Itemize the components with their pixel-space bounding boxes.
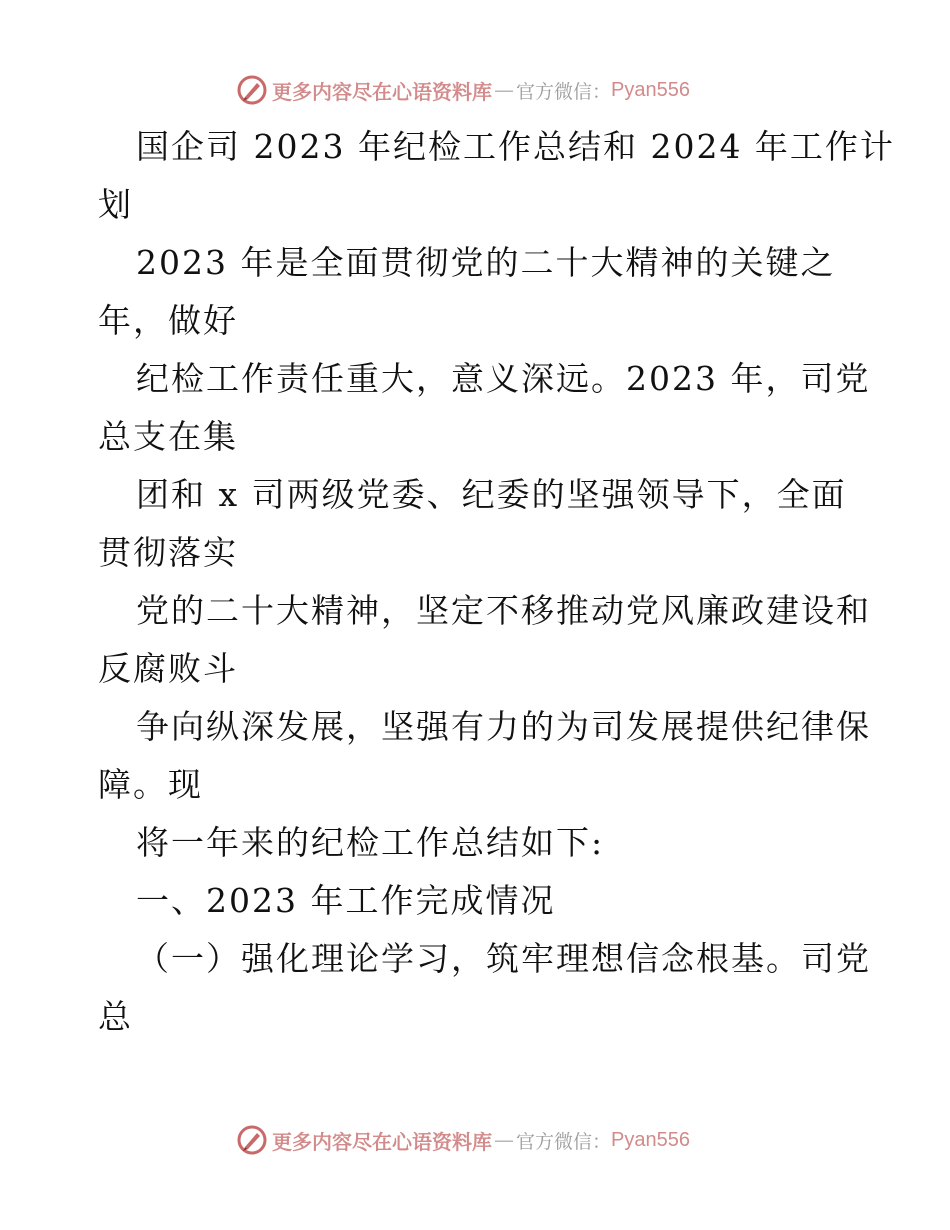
watermark-dash: — bbox=[494, 1128, 514, 1152]
doc-line-14: 一、2023 年工作完成情况 bbox=[136, 881, 556, 920]
watermark-contact-id: Pyan556 bbox=[611, 78, 690, 101]
watermark-slogan: 更多内容尽在心语资料库 bbox=[272, 79, 492, 104]
doc-line-11: 争向纵深发展，坚强有力的为司发展提供纪律保 bbox=[136, 707, 871, 746]
doc-line-15: （一）强化理论学习，筑牢理想信念根基。司党 bbox=[136, 939, 871, 978]
watermark-contact-id: Pyan556 bbox=[611, 1128, 690, 1151]
doc-line-10: 反腐败斗 bbox=[98, 649, 238, 688]
doc-line-2: 划 bbox=[98, 185, 133, 224]
doc-line-9: 党的二十大精神，坚定不移推动党风廉政建设和 bbox=[136, 591, 871, 630]
doc-line-4: 年，做好 bbox=[98, 301, 238, 340]
watermark-contact-label: 官方微信： bbox=[516, 1130, 612, 1153]
doc-line-8: 贯彻落实 bbox=[98, 533, 238, 572]
doc-line-6: 总支在集 bbox=[98, 417, 238, 456]
doc-line-7: 团和 x 司两级党委、纪委的坚强领导下，全面 bbox=[136, 475, 847, 514]
doc-line-1: 国企司 2023 年纪检工作总结和 2024 年工作计 bbox=[136, 127, 895, 166]
watermark-dash: — bbox=[494, 78, 514, 102]
watermark-header bbox=[236, 72, 690, 108]
pen-logo-icon bbox=[236, 74, 268, 106]
doc-line-16: 总 bbox=[98, 997, 133, 1036]
doc-line-3: 2023 年是全面贯彻党的二十大精神的关键之 bbox=[136, 243, 836, 282]
watermark-slogan: 更多内容尽在心语资料库 bbox=[272, 1129, 492, 1154]
doc-line-12: 障。现 bbox=[98, 765, 203, 804]
document-body bbox=[98, 118, 895, 1046]
watermark-contact-label: 官方微信： bbox=[516, 80, 612, 103]
watermark-footer bbox=[236, 1122, 690, 1158]
doc-line-5: 纪检工作责任重大，意义深远。2023 年，司党 bbox=[136, 359, 871, 398]
pen-logo-icon bbox=[236, 1124, 268, 1156]
doc-line-13: 将一年来的纪检工作总结如下: bbox=[136, 823, 605, 862]
